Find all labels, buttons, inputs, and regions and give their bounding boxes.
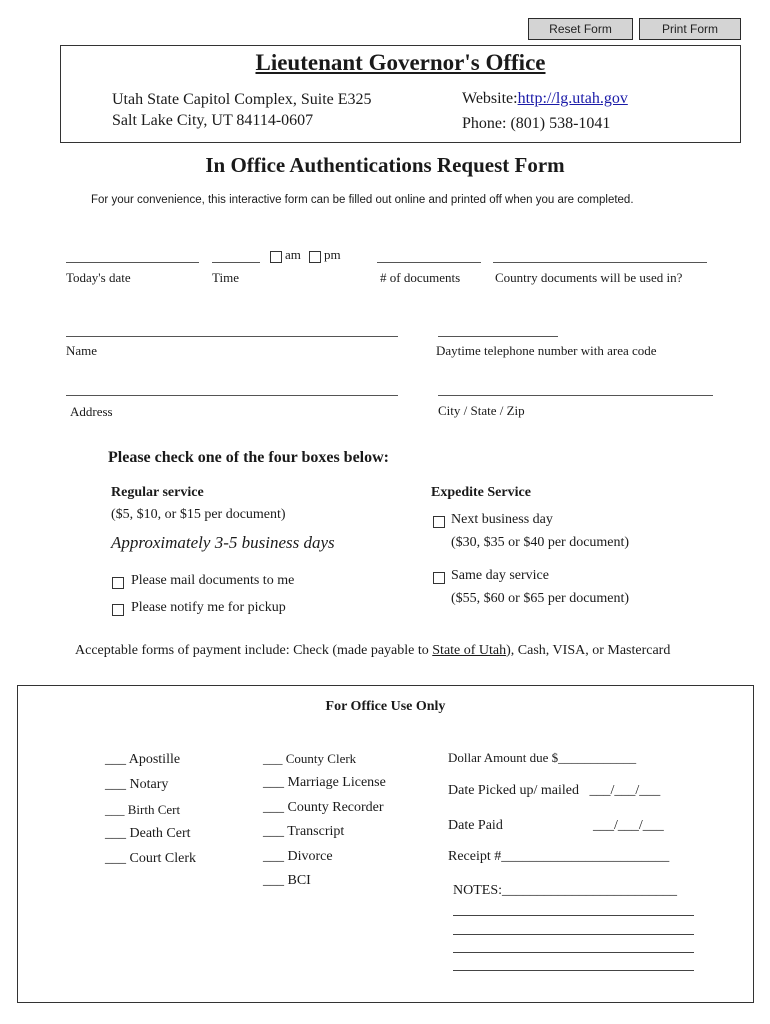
regular-service-duration: Approximately 3-5 business days (111, 533, 335, 552)
num-documents-label: # of documents (380, 270, 461, 285)
notary-item: ___ Notary (105, 777, 169, 792)
receipt-number: Receipt #________________________ (448, 849, 670, 864)
same-day-price: ($55, $60 or $65 per document) (451, 591, 630, 606)
todays-date-label: Today's date (66, 270, 131, 285)
next-business-day-label: Next business day (451, 512, 553, 527)
website-link[interactable]: http://lg.utah.gov (517, 90, 628, 107)
time-label: Time (212, 270, 239, 285)
pm-checkbox[interactable] (309, 251, 321, 263)
transcript-item: ___ Transcript (263, 824, 345, 839)
payment-payee: State of Utah (432, 643, 507, 658)
same-day-label: Same day service (451, 568, 549, 583)
todays-date-field[interactable] (66, 262, 199, 263)
office-use-box (17, 685, 754, 1003)
regular-service-title: Regular service (111, 485, 204, 500)
address-line-2: Salt Lake City, UT 84114-0607 (112, 112, 314, 129)
date-picked-up: Date Picked up/ mailed ___/___/___ (448, 783, 661, 798)
court-clerk-item: ___ Court Clerk (105, 851, 196, 866)
website-label: Website: (462, 90, 518, 107)
am-checkbox[interactable] (270, 251, 282, 263)
name-label: Name (66, 343, 98, 358)
office-use-title: For Office Use Only (325, 699, 446, 714)
bci-item: ___ BCI (263, 873, 311, 888)
reset-form-button[interactable]: Reset Form (528, 18, 633, 40)
dollar-amount-due: Dollar Amount due $____________ (448, 750, 637, 765)
county-clerk-item: ___ County Clerk (263, 751, 357, 766)
address-field[interactable] (66, 395, 398, 396)
city-state-zip-label: City / State / Zip (438, 403, 525, 418)
next-business-day-checkbox[interactable] (433, 516, 445, 528)
address-line-1: Utah State Capitol Complex, Suite E325 (112, 91, 372, 108)
country-label: Country documents will be used in? (495, 270, 683, 285)
mail-documents-label: Please mail documents to me (131, 573, 295, 588)
service-heading: Please check one of the four boxes below: (108, 449, 389, 466)
payment-prefix: Acceptable forms of payment include: Check (made payable to (75, 643, 433, 658)
num-documents-field[interactable] (377, 262, 481, 263)
pm-label: pm (324, 247, 341, 262)
phone-label: Daytime telephone number with area code (436, 343, 657, 358)
notes-line (453, 970, 694, 971)
name-field[interactable] (66, 336, 398, 337)
same-day-checkbox[interactable] (433, 572, 445, 584)
phone-number: Phone: (801) 538-1041 (462, 115, 611, 132)
country-field[interactable] (493, 262, 707, 263)
expedite-service-title: Expedite Service (431, 485, 531, 500)
notes-line (453, 952, 694, 953)
city-state-zip-field[interactable] (438, 395, 713, 396)
office-title: Lieutenant Governor's Office (255, 50, 546, 75)
payment-info (75, 643, 670, 659)
website (462, 90, 628, 108)
birth-cert-item: ___ Birth Cert (105, 802, 181, 817)
apostille-item: ___ Apostille (105, 752, 181, 767)
county-recorder-item: ___ County Recorder (263, 800, 384, 815)
notes-line (453, 934, 694, 935)
notes-line (453, 915, 694, 916)
next-business-day-price: ($30, $35 or $40 per document) (451, 535, 630, 550)
print-form-button[interactable]: Print Form (639, 18, 741, 40)
notify-pickup-label: Please notify me for pickup (131, 600, 286, 615)
death-cert-item: ___ Death Cert (105, 826, 191, 841)
mail-documents-checkbox[interactable] (112, 577, 124, 589)
intro-text: For your convenience, this interactive form can be filled out online and printed off when you are completed. (91, 194, 634, 206)
payment-suffix: ), Cash, VISA, or Mastercard (506, 643, 671, 658)
regular-service-price: ($5, $10, or $15 per document) (111, 507, 286, 522)
notes-label: NOTES:_________________________ (453, 883, 677, 898)
am-label: am (285, 247, 301, 262)
phone-field[interactable] (438, 336, 558, 337)
form-title: In Office Authentications Request Form (205, 153, 565, 177)
notify-pickup-checkbox[interactable] (112, 604, 124, 616)
address-label: Address (70, 404, 113, 419)
marriage-license-item: ___ Marriage License (263, 775, 386, 790)
date-paid-label: Date Paid (448, 818, 503, 833)
time-field[interactable] (212, 262, 260, 263)
date-paid-blank: ___/___/___ (593, 818, 664, 833)
divorce-item: ___ Divorce (263, 849, 333, 864)
